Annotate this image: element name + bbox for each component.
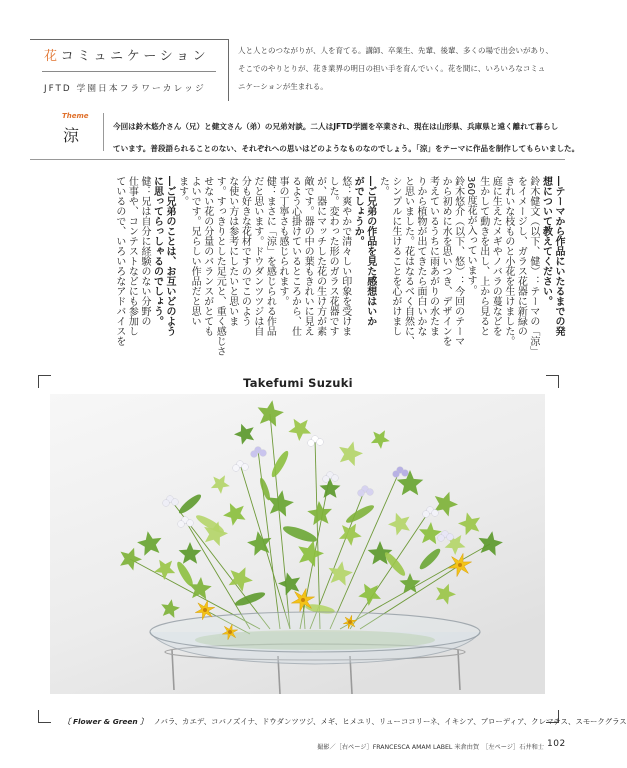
question-column: 想について教えてください。 xyxy=(540,176,552,306)
small-flower xyxy=(432,510,439,517)
answer-column: だと思います。ドウダンツツジは自 xyxy=(251,176,263,336)
small-flower xyxy=(233,465,240,472)
question-column: がでしょうか。 xyxy=(352,176,364,246)
small-flower xyxy=(367,489,374,496)
small-flower xyxy=(447,534,454,541)
question-column: ―ご兄弟のことは、お互いどのよう xyxy=(164,176,176,336)
photo-credit: 撮影／［右ページ］FRANCESCA AMAM LABEL 米倉由賀 ［左ページ］石井和士 xyxy=(317,744,544,751)
answer-column: シンプルに生けることを心がけまし xyxy=(389,176,401,336)
small-flower xyxy=(317,439,324,446)
answer-column: 敵です。器の中の葉もきれいに見え xyxy=(302,176,314,336)
question-column: ―ご兄弟の作品を見た感想はいか xyxy=(364,176,376,326)
answer-column: をイメージし、ガラス花器に新緑の xyxy=(515,176,527,336)
small-flower xyxy=(242,464,249,471)
answer-column: きれいな枝ものと小花を生けました。 xyxy=(502,176,514,346)
answer-column: した。変わった形のガラス花器です xyxy=(327,176,339,336)
answer-column: が、器にマッチした花の生け方が素 xyxy=(314,176,326,336)
small-flower xyxy=(251,451,258,458)
answer-column: 悠：爽やかで清々しい印象を受けま xyxy=(339,176,351,336)
theme-divider xyxy=(103,113,104,151)
answer-column: ているので、いろいろなアドバイスを xyxy=(113,176,125,346)
small-flower xyxy=(172,499,179,506)
lily-center xyxy=(203,608,207,612)
series-intro xyxy=(238,42,560,96)
page-number: 102 xyxy=(547,739,566,749)
lead-line: ています。普段語られることのない、それぞれへの思いはどのようなものなのでしょう。「涼」をテーマに作品を制作してもらいました。 xyxy=(113,144,580,153)
answer-column: た。 xyxy=(377,176,389,196)
header-divider xyxy=(228,39,229,101)
header-top-rule xyxy=(30,39,229,40)
small-flower xyxy=(358,490,365,497)
intro-line: ニケーションが生まれる。 xyxy=(238,82,328,91)
corner-bracket-bottom-left xyxy=(38,710,51,723)
small-flower xyxy=(332,475,339,482)
header-title-underline xyxy=(42,71,216,72)
photo-artist-name: Takefumi Suzuki xyxy=(243,376,353,390)
small-flower xyxy=(308,440,315,447)
series-title xyxy=(44,45,209,64)
corner-bracket-top-left xyxy=(38,375,51,388)
answer-column: な使い方は参考にしたいと思いま xyxy=(226,176,238,326)
answer-column: 仕事や、コンテストなどにも参加し xyxy=(126,176,138,336)
small-flower xyxy=(178,521,185,528)
small-flower xyxy=(423,511,430,518)
small-flower xyxy=(402,470,409,477)
answer-column: と思いました。花はなるべく自然に、 xyxy=(402,176,414,346)
answer-column: 事の丁寧さも感じられます。 xyxy=(276,176,288,306)
lily-center xyxy=(458,563,462,567)
series-title-accent: 花 xyxy=(44,49,61,64)
lily-center xyxy=(348,620,352,624)
answer-column: ます。 xyxy=(176,176,188,206)
answer-column: せない花の分量のバランスがとても xyxy=(201,176,213,336)
answer-column: 健：兄は自分に経験のない分野の xyxy=(138,176,150,326)
answer-column: 鈴木悠介（以下、悠）：今回のテーマ xyxy=(452,176,464,346)
small-flower xyxy=(260,450,267,457)
small-flower xyxy=(323,476,330,483)
interview-columns xyxy=(112,176,564,356)
corner-bracket-top-right xyxy=(546,375,559,388)
question-column: に思ってらっしゃるのでしょう。 xyxy=(151,176,163,326)
section-rule xyxy=(30,159,565,160)
series-title-rest: コミュニケーション xyxy=(60,49,210,64)
lily-center xyxy=(228,630,232,634)
small-flower xyxy=(163,500,170,507)
answer-column: 360度花が入っています。 xyxy=(465,176,477,296)
materials-line xyxy=(63,716,627,727)
small-flower xyxy=(187,520,194,527)
series-subtitle: JFTD 学園日本フラワーカレッジ xyxy=(44,84,206,94)
answer-column: から初めに水を思いつき、デザインを xyxy=(440,176,452,346)
answer-column: 健：まさに「涼」を感じられる作品 xyxy=(264,176,276,336)
answer-column: りから植物が出てきたら面白いかな xyxy=(414,176,426,336)
answer-column: 庭に生えたメギやノバラの蔓などを xyxy=(490,176,502,336)
materials-label: 〔 Flower & Green 〕 xyxy=(63,717,148,726)
intro-line: 人と人とのつながりが、人を育てる。講師、卒業生、先輩、後輩、多くの場で出会いがあり、 xyxy=(238,46,553,55)
answer-column: 生かして動きを出し、上から見ると xyxy=(477,176,489,336)
theme-lead xyxy=(113,116,580,160)
answer-column: るよう心掛けているところから、仕 xyxy=(289,176,301,336)
question-column: ―テーマから作品にいたるまでの発 xyxy=(553,176,564,336)
arrangement-photo xyxy=(50,394,545,694)
theme-label: Theme xyxy=(62,112,89,120)
small-flower xyxy=(393,471,400,478)
answer-column: 分も好きな花材ですのでこのよう xyxy=(239,176,251,326)
materials-list: ノバラ、カエデ、コバノズイナ、ドウダンツツジ、メギ、ヒメユリ、リューココリーネ、イキシア、ブローディア、クレマチス、スモークグラス xyxy=(153,717,627,726)
lead-line: 今回は鈴木悠介さん（兄）と健文さん（弟）の兄弟対談。二人はJFTD学園を卒業され、現在は山形県、兵庫県と遠く離れて暮らし xyxy=(113,122,559,131)
answer-column: 考えているうちに雨あがりの水たま xyxy=(427,176,439,336)
intro-line: そこでのやりとりが、花き業界の明日の担い手を育んでいく。花を間に、いろいろなコミュ xyxy=(238,64,546,73)
lily-center xyxy=(301,598,305,602)
answer-column: よいです。兄らしい作品だと思い xyxy=(189,176,201,326)
answer-column: 鈴木健文（以下、健）：テーマの「涼」 xyxy=(527,176,539,356)
small-flower xyxy=(438,535,445,542)
answer-column: す。すっきりとした足元と、重く感じさ xyxy=(214,176,226,356)
theme-word: 涼 xyxy=(63,126,80,145)
